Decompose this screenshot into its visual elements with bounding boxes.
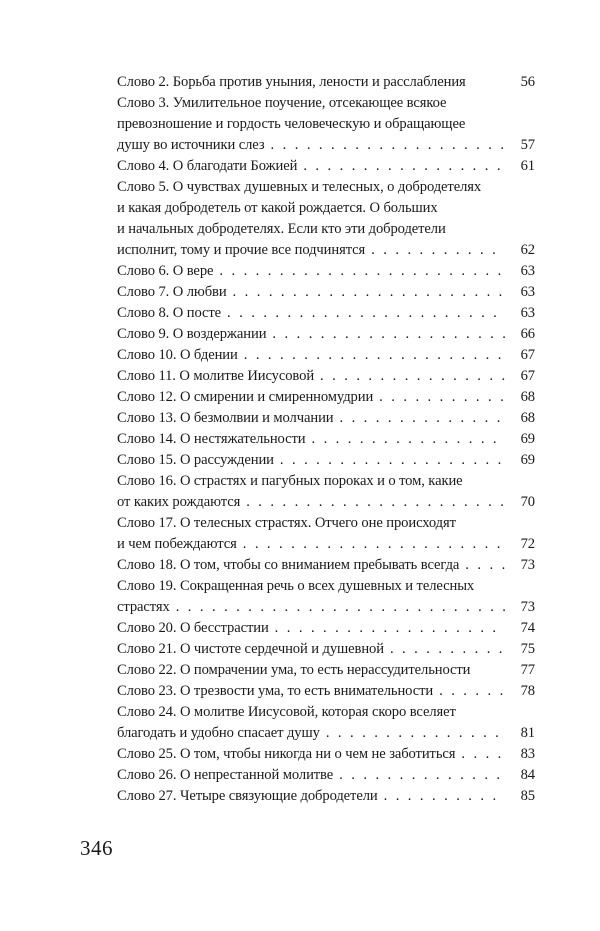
toc-entry-page: 69 — [520, 431, 535, 447]
toc-entry — [117, 156, 535, 177]
page-number: 346 — [80, 836, 113, 860]
toc-entry — [117, 303, 535, 324]
toc-entry-last-line — [117, 660, 535, 681]
toc-entry-title-line: и начальных добродетелях. Если кто эти добродетели — [117, 221, 446, 237]
toc-entry-last-line — [117, 450, 535, 471]
toc-entry-page: 81 — [520, 725, 535, 741]
toc-entry-page: 67 — [520, 368, 535, 384]
dot-leader — [461, 744, 505, 765]
dot-leader — [246, 492, 505, 513]
dot-leader — [439, 681, 505, 702]
toc-entry-title-line: Слово 15. О рассуждении — [117, 452, 274, 468]
toc-entry-page: 85 — [520, 788, 535, 804]
toc-entry — [117, 744, 535, 765]
toc-entry-last-line — [117, 681, 535, 702]
toc-entry-title-line: Слово 27. Четыре связующие добродетели — [117, 788, 378, 804]
toc-entry-last-line — [117, 282, 535, 303]
toc-entry-title-line: Слово 17. О телесных страстях. Отчего оне происходят — [117, 515, 456, 531]
toc-entry — [117, 408, 535, 429]
dot-leader — [384, 786, 505, 807]
toc-entry-title-line: от каких рождаются — [117, 494, 241, 510]
toc-entry-last-line — [117, 639, 535, 660]
dot-leader — [233, 282, 505, 303]
toc-entry-page: 66 — [520, 326, 535, 342]
toc-entry-title-line: Слово 3. Умилительное поучение, отсекающее всякое — [117, 95, 447, 111]
toc-entry-last-line — [117, 261, 535, 282]
toc-entry-last-line — [117, 492, 535, 513]
dot-leader — [339, 408, 505, 429]
toc-entry-page: 57 — [520, 137, 535, 153]
toc-entry-page: 73 — [520, 557, 535, 573]
toc-entry-page: 61 — [520, 158, 535, 174]
toc-entry — [117, 576, 535, 618]
dot-leader — [244, 345, 505, 366]
toc-entry-page: 83 — [520, 746, 535, 762]
toc-entry — [117, 387, 535, 408]
toc-entry-title-line: душу во источники слез — [117, 137, 265, 153]
toc-entry-page: 56 — [520, 74, 535, 90]
toc-entry-title-line: Слово 7. О любви — [117, 284, 227, 300]
toc-entry-last-line — [117, 597, 535, 618]
toc-entry-title-line: превозношение и гордость человеческую и обращающее — [117, 116, 466, 132]
toc-entry-page: 63 — [520, 305, 535, 321]
toc-entry-title-line: Слово 16. О страстях и пагубных пороках и о том, какие — [117, 473, 463, 489]
dot-leader — [176, 597, 505, 618]
toc-entry-title-line: Слово 14. О нестяжательности — [117, 431, 306, 447]
toc-entry-title-line: Слово 20. О бесстрастии — [117, 620, 269, 636]
dot-leader — [227, 303, 505, 324]
toc-entry — [117, 618, 535, 639]
toc-entry-last-line — [117, 765, 535, 786]
dot-leader — [339, 765, 505, 786]
toc-entry-page: 75 — [520, 641, 535, 657]
toc-entry-title-line: Слово 4. О благодати Божией — [117, 158, 298, 174]
toc-entry-page: 69 — [520, 452, 535, 468]
toc-entry-last-line — [117, 303, 535, 324]
toc-entry — [117, 282, 535, 303]
toc-entry-page: 63 — [520, 263, 535, 279]
toc-entry-title-line: Слово 5. О чувствах душевных и телесных, о добродетелях — [117, 179, 482, 195]
dot-leader — [280, 450, 505, 471]
toc-entry-title-line: Слово 12. О смирении и смиренномудрии — [117, 389, 374, 405]
toc-entry-title-line: и чем побеждаются — [117, 536, 237, 552]
toc-entry-title-line: Слово 18. О том, чтобы со вниманием пребывать всегда — [117, 557, 460, 573]
toc-entry — [117, 702, 535, 744]
toc-entry-last-line — [117, 366, 535, 387]
dot-leader — [465, 555, 505, 576]
toc-entry-page: 62 — [520, 242, 535, 258]
toc-entry — [117, 324, 535, 345]
toc-entry-title-line: Слово 21. О чистоте сердечной и душевной — [117, 641, 384, 657]
toc-entry-last-line — [117, 744, 535, 765]
toc-entry-page: 68 — [520, 410, 535, 426]
toc-entry — [117, 429, 535, 450]
toc-entry-last-line — [117, 429, 535, 450]
dot-leader — [379, 387, 505, 408]
toc-entry — [117, 72, 535, 93]
toc-entry-page: 63 — [520, 284, 535, 300]
toc-entry-last-line — [117, 555, 535, 576]
dot-leader — [271, 135, 505, 156]
toc-entry — [117, 660, 535, 681]
toc-entry-title-line: благодать и удобно спасает душу — [117, 725, 320, 741]
dot-leader — [303, 156, 505, 177]
toc-entry-last-line — [117, 72, 535, 93]
dot-leader — [371, 240, 505, 261]
toc-entry-last-line — [117, 345, 535, 366]
toc-entry — [117, 366, 535, 387]
toc-entry-title-line: Слово 26. О непрестанной молитве — [117, 767, 334, 783]
toc-entry-last-line — [117, 723, 535, 744]
toc-entry-last-line — [117, 408, 535, 429]
toc-entry — [117, 93, 535, 156]
dot-leader — [311, 429, 505, 450]
toc-entry-title-line: Слово 6. О вере — [117, 263, 214, 279]
toc-entry-title-line: Слово 25. О том, чтобы никогда ни о чем не заботиться — [117, 746, 456, 762]
toc-entry — [117, 177, 535, 261]
toc-entry — [117, 471, 535, 513]
toc-entry-title-line: исполнит, тому и прочие все подчинятся — [117, 242, 366, 258]
dot-leader — [219, 261, 505, 282]
toc-entry-title-line: Слово 2. Борьба против уныния, лености и расслабления — [117, 74, 466, 90]
toc-entry-last-line — [117, 618, 535, 639]
toc-entry — [117, 261, 535, 282]
toc-entry-last-line — [117, 156, 535, 177]
toc-entry-page: 78 — [520, 683, 535, 699]
toc-entry — [117, 786, 535, 807]
toc-entry-page: 84 — [520, 767, 535, 783]
toc-entry — [117, 765, 535, 786]
toc-entry-page: 74 — [520, 620, 535, 636]
toc-entry — [117, 555, 535, 576]
dot-leader — [243, 534, 505, 555]
toc-entry-title-line: и какая добродетель от какой рождается. О больших — [117, 200, 438, 216]
toc-entry-title-line: страстях — [117, 599, 170, 615]
table-of-contents — [117, 72, 535, 807]
toc-entry-page: 73 — [520, 599, 535, 615]
toc-entry-page: 68 — [520, 389, 535, 405]
dot-leader — [272, 324, 505, 345]
toc-entry — [117, 513, 535, 555]
dot-leader — [320, 366, 505, 387]
toc-entry-last-line — [117, 240, 535, 261]
toc-entry-last-line — [117, 135, 535, 156]
toc-entry — [117, 639, 535, 660]
toc-entry — [117, 450, 535, 471]
toc-entry-last-line — [117, 786, 535, 807]
dot-leader — [275, 618, 505, 639]
toc-entry-page: 72 — [520, 536, 535, 552]
toc-entry-last-line — [117, 387, 535, 408]
toc-entry-title-line: Слово 24. О молитве Иисусовой, которая скоро вселяет — [117, 704, 456, 720]
toc-entry-title-line: Слово 19. Сокращенная речь о всех душевных и телесных — [117, 578, 475, 594]
toc-entry-title-line: Слово 11. О молитве Иисусовой — [117, 368, 315, 384]
dot-leader — [326, 723, 505, 744]
toc-entry-title-line: Слово 13. О безмолвии и молчании — [117, 410, 334, 426]
toc-entry-title-line: Слово 9. О воздержании — [117, 326, 267, 342]
dot-leader — [390, 639, 505, 660]
toc-entry-page: 67 — [520, 347, 535, 363]
toc-entry-title-line: Слово 23. О трезвости ума, то есть внимательности — [117, 683, 434, 699]
toc-entry — [117, 681, 535, 702]
toc-entry-title-line: Слово 10. О бдении — [117, 347, 238, 363]
toc-entry-title-line: Слово 8. О посте — [117, 305, 222, 321]
toc-entry-last-line — [117, 324, 535, 345]
toc-entry-page: 70 — [520, 494, 535, 510]
toc-entry — [117, 345, 535, 366]
toc-entry-last-line — [117, 534, 535, 555]
toc-entry-page: 77 — [520, 662, 535, 678]
toc-entry-title-line: Слово 22. О помрачении ума, то есть нерассудительности — [117, 662, 471, 678]
